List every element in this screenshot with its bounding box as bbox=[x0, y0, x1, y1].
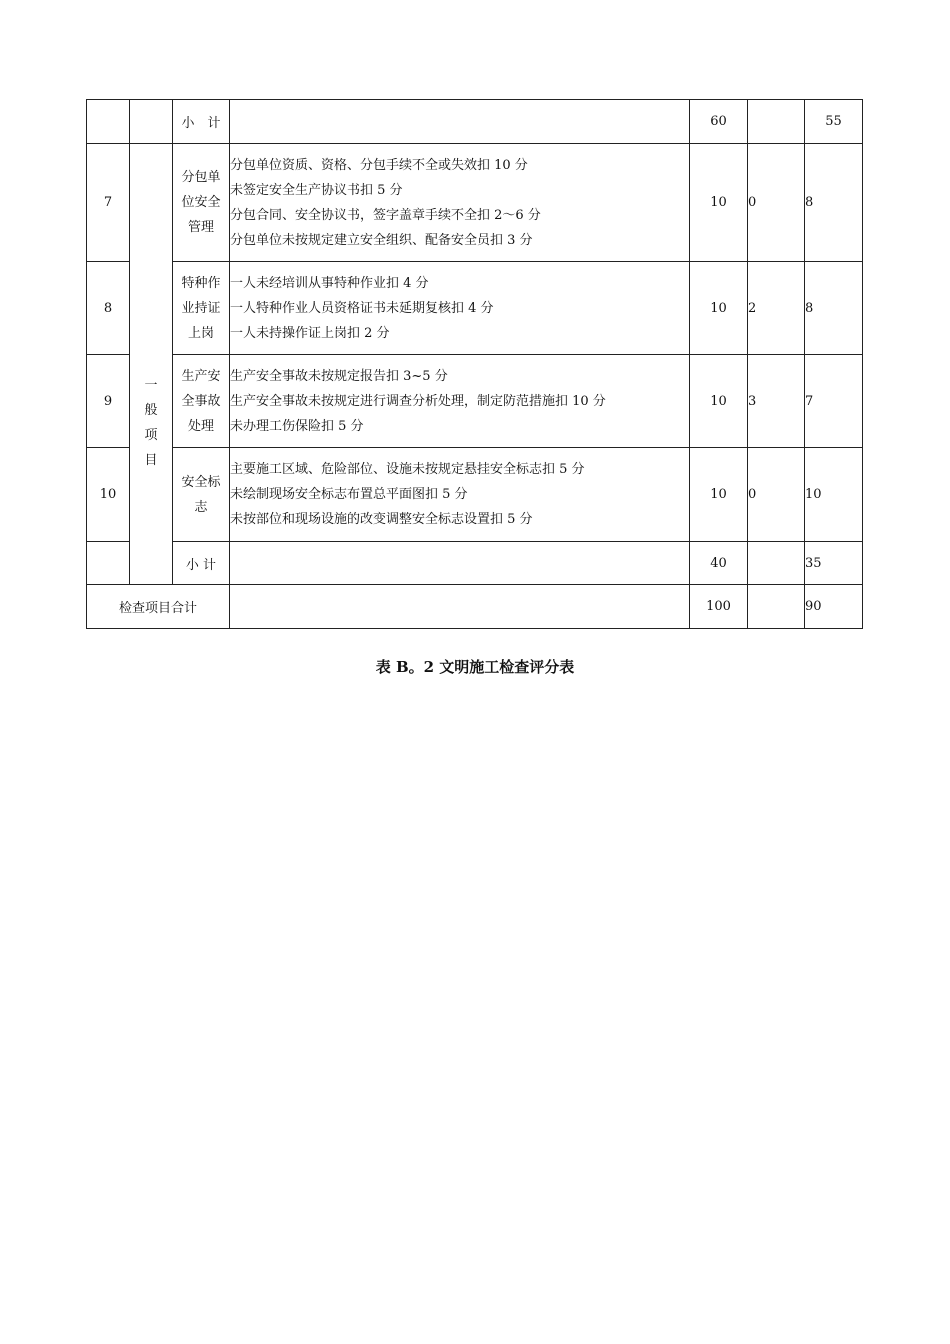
actual-score-cell: 35 bbox=[805, 542, 863, 585]
group-cell-top bbox=[130, 144, 173, 262]
full-score-cell: 10 bbox=[690, 262, 748, 355]
full-score-cell: 10 bbox=[690, 144, 748, 262]
rule-cell bbox=[230, 542, 690, 585]
table-row bbox=[87, 355, 863, 448]
full-score-cell: 10 bbox=[690, 355, 748, 448]
subtotal-label: 小 计 bbox=[173, 100, 230, 144]
score-table bbox=[86, 99, 863, 629]
table-row bbox=[87, 542, 863, 585]
actual-score-cell: 8 bbox=[805, 144, 863, 262]
rule-cell bbox=[230, 585, 690, 629]
table-row bbox=[87, 262, 863, 355]
full-score-cell: 40 bbox=[690, 542, 748, 585]
subtotal-label: 小 计 bbox=[173, 542, 230, 585]
actual-score-cell: 90 bbox=[805, 585, 863, 629]
table-row bbox=[87, 100, 863, 144]
rule-cell: 生产安全事故未按规定报告扣 3~5 分 生产安全事故未按规定进行调查分析处理，制定防范措施扣 10 分 未办理工伤保险扣 5 分 bbox=[230, 355, 690, 448]
full-score-cell: 10 bbox=[690, 448, 748, 542]
rule-cell: 主要施工区域、危险部位、设施未按规定悬挂安全标志扣 5 分 未绘制现场安全标志布置总平面图扣 5 分 未按部位和现场设施的改变调整安全标志设置扣 5 分 bbox=[230, 448, 690, 542]
total-label: 检查项目合计 bbox=[87, 585, 230, 629]
deduct-cell: 2 bbox=[748, 262, 805, 355]
no-cell: 10 bbox=[87, 448, 130, 542]
table-row bbox=[87, 448, 863, 542]
deduct-cell bbox=[748, 585, 805, 629]
deduct-cell: 3 bbox=[748, 355, 805, 448]
rule-cell: 分包单位资质、资格、分包手续不全或失效扣 10 分 未签定安全生产协议书扣 5 分 分包合同、安全协议书，签字盖章手续不全扣 2～6 分 分包单位未按规定建立安全组织、配备安全员扣 3 分 bbox=[230, 144, 690, 262]
actual-score-cell: 7 bbox=[805, 355, 863, 448]
deduct-cell bbox=[748, 100, 805, 144]
item-cell: 特种作 业持证 上岗 bbox=[173, 262, 230, 355]
table-caption: 表 B。2 文明施工检查评分表 bbox=[375, 658, 575, 676]
full-score-cell: 60 bbox=[690, 100, 748, 144]
full-score-cell: 100 bbox=[690, 585, 748, 629]
no-cell: 9 bbox=[87, 355, 130, 448]
deduct-cell bbox=[748, 542, 805, 585]
group-label-cell: 一 般 项 目 bbox=[130, 262, 173, 585]
item-cell: 分包单 位安全 管理 bbox=[173, 144, 230, 262]
no-cell: 7 bbox=[87, 144, 130, 262]
actual-score-cell: 55 bbox=[805, 100, 863, 144]
table-row bbox=[87, 585, 863, 629]
item-cell: 安全标 志 bbox=[173, 448, 230, 542]
actual-score-cell: 10 bbox=[805, 448, 863, 542]
item-cell: 生产安 全事故 处理 bbox=[173, 355, 230, 448]
no-cell bbox=[87, 100, 130, 144]
deduct-cell: 0 bbox=[748, 448, 805, 542]
no-cell: 8 bbox=[87, 262, 130, 355]
deduct-cell: 0 bbox=[748, 144, 805, 262]
actual-score-cell: 8 bbox=[805, 262, 863, 355]
table-row bbox=[87, 144, 863, 262]
rule-cell bbox=[230, 100, 690, 144]
no-cell bbox=[87, 542, 130, 585]
group-cell bbox=[130, 100, 173, 144]
rule-cell: 一人未经培训从事特种作业扣 4 分 一人特种作业人员资格证书未延期复核扣 4 分 一人未持操作证上岗扣 2 分 bbox=[230, 262, 690, 355]
